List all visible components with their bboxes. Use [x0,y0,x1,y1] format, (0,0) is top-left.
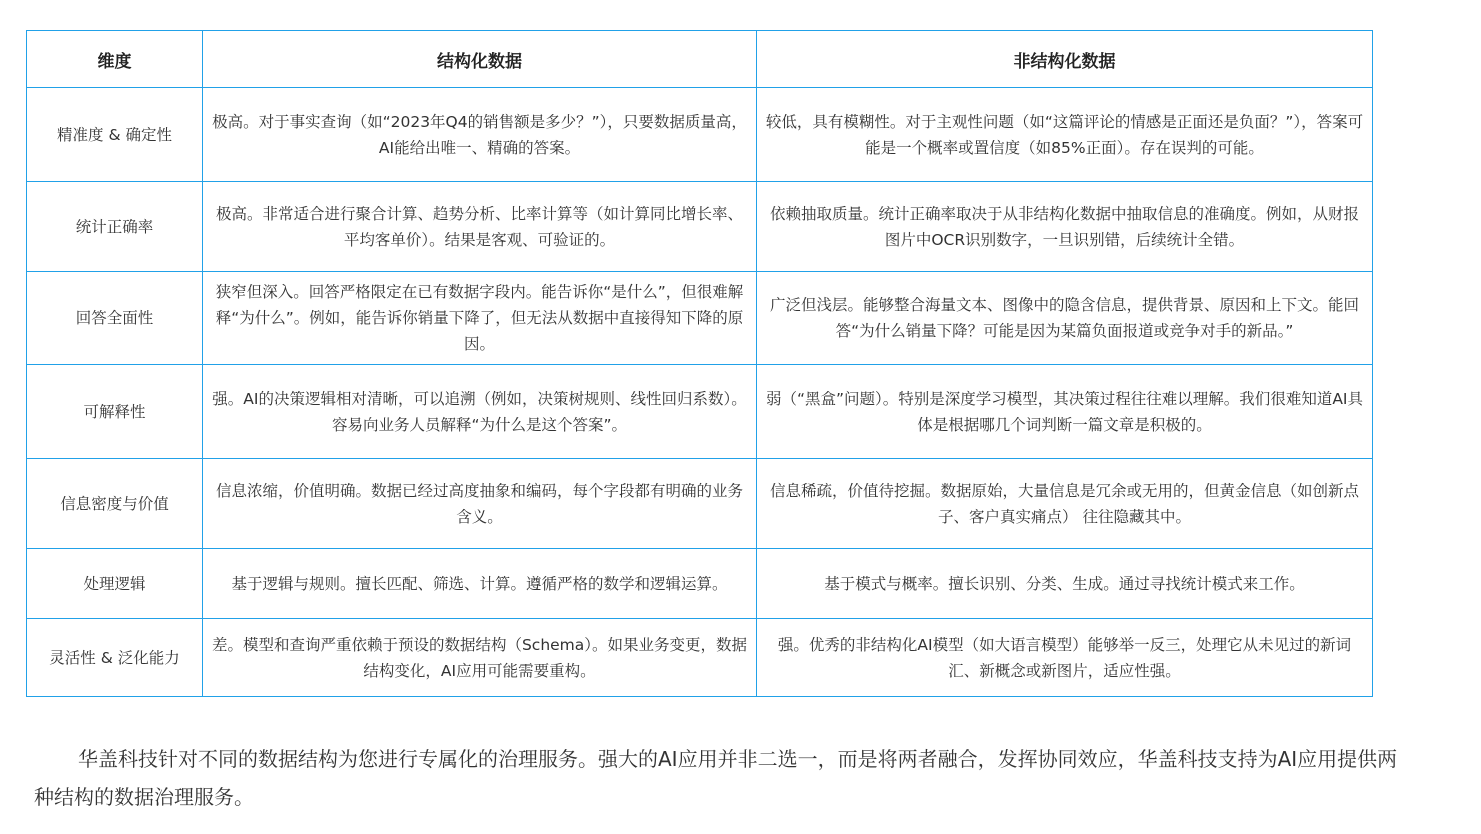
dimension-cell: 信息密度与价值 [27,459,203,549]
structured-cell: 极高。对于事实查询（如“2023年Q4的销售额是多少？”），只要数据质量高，AI能给出唯一、精确的答案。 [203,88,757,182]
table-header-row [27,31,1373,88]
table-row [27,549,1373,619]
structured-cell: 信息浓缩，价值明确。数据已经过高度抽象和编码，每个字段都有明确的业务含义。 [203,459,757,549]
header-dimension: 维度 [27,31,203,88]
structured-cell: 基于逻辑与规则。擅长匹配、筛选、计算。遵循严格的数学和逻辑运算。 [203,549,757,619]
dimension-cell: 可解释性 [27,365,203,459]
unstructured-cell: 较低，具有模糊性。对于主观性问题（如“这篇评论的情感是正面还是负面？”），答案可能是一个概率或置信度（如85%正面）。存在误判的可能。 [757,88,1373,182]
header-structured: 结构化数据 [203,31,757,88]
unstructured-cell: 基于模式与概率。擅长识别、分类、生成。通过寻找统计模式来工作。 [757,549,1373,619]
header-unstructured: 非结构化数据 [757,31,1373,88]
unstructured-cell: 弱（“黑盒”问题）。特别是深度学习模型，其决策过程往往难以理解。我们很难知道AI具体是根据哪几个词判断一篇文章是积极的。 [757,365,1373,459]
comparison-table-wrapper [26,30,1373,697]
dimension-cell: 回答全面性 [27,272,203,365]
unstructured-cell: 信息稀疏，价值待挖掘。数据原始，大量信息是冗余或无用的，但黄金信息（如创新点子、客户真实痛点） 往往隐藏其中。 [757,459,1373,549]
comparison-table [26,30,1373,697]
dimension-cell: 统计正确率 [27,182,203,272]
unstructured-cell: 依赖抽取质量。统计正确率取决于从非结构化数据中抽取信息的准确度。例如，从财报图片中OCR识别数字，一旦识别错，后续统计全错。 [757,182,1373,272]
dimension-cell: 精准度 & 确定性 [27,88,203,182]
dimension-cell: 处理逻辑 [27,549,203,619]
table-row [27,182,1373,272]
table-row [27,459,1373,549]
table-row [27,365,1373,459]
table-row [27,619,1373,697]
structured-cell: 狭窄但深入。回答严格限定在已有数据字段内。能告诉你“是什么”，但很难解释“为什么”。例如，能告诉你销量下降了，但无法从数据中直接得知下降的原因。 [203,272,757,365]
unstructured-cell: 广泛但浅层。能够整合海量文本、图像中的隐含信息，提供背景、原因和上下文。能回答“为什么销量下降？可能是因为某篇负面报道或竞争对手的新品。” [757,272,1373,365]
dimension-cell: 灵活性 & 泛化能力 [27,619,203,697]
unstructured-cell: 强。优秀的非结构化AI模型（如大语言模型）能够举一反三，处理它从未见过的新词汇、新概念或新图片，适应性强。 [757,619,1373,697]
structured-cell: 极高。非常适合进行聚合计算、趋势分析、比率计算等（如计算同比增长率、平均客单价）。结果是客观、可验证的。 [203,182,757,272]
body-paragraph: 华盖科技针对不同的数据结构为您进行专属化的治理服务。强大的AI应用并非二选一，而是将两者融合，发挥协同效应，华盖科技支持为AI应用提供两种结构的数据治理服务。 [34,747,1398,809]
structured-cell: 差。模型和查询严重依赖于预设的数据结构（Schema）。如果业务变更，数据结构变化，AI应用可能需要重构。 [203,619,757,697]
structured-cell: 强。AI的决策逻辑相对清晰，可以追溯（例如，决策树规则、线性回归系数）。容易向业务人员解释“为什么是这个答案”。 [203,365,757,459]
table-row [27,88,1373,182]
table-row [27,272,1373,365]
